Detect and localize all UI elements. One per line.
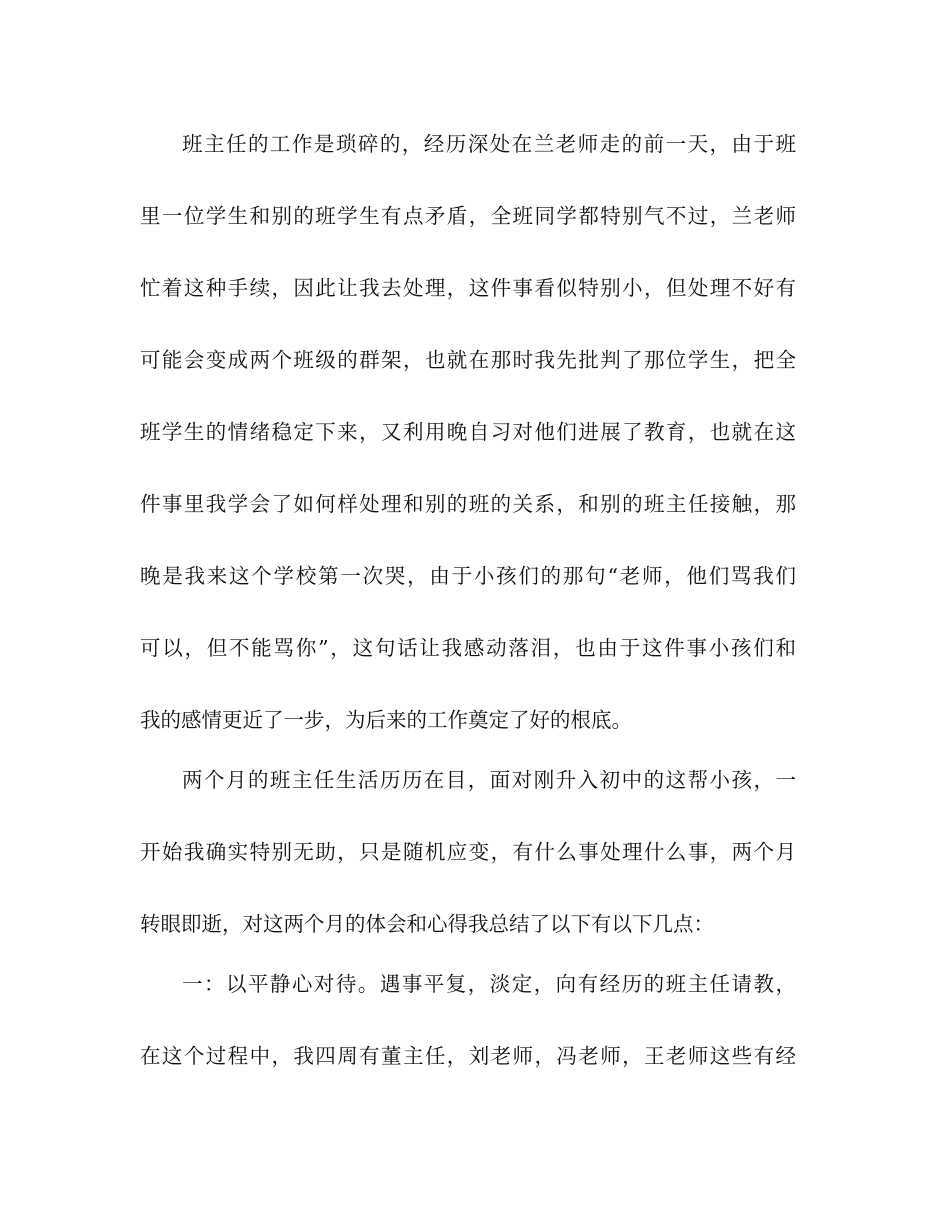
paragraph-line: 开始我确实特别无助，只是随机应变，有什么事处理什么事，两个月: [140, 840, 796, 864]
paragraph-line: 可能会变成两个班级的群架，也就在那时我先批判了那位学生，把全: [140, 348, 796, 372]
document-body: [140, 120, 796, 1104]
paragraph-line: 件事里我学会了如何样处理和别的班的关系，和别的班主任接触，那: [140, 492, 796, 516]
paragraph-2: [140, 756, 796, 960]
paragraph-line: 忙着这种手续，因此让我去处理，这件事看似特别小，但处理不好有: [140, 276, 796, 300]
paragraph-line: 在这个过程中，我四周有董主任，刘老师，冯老师，王老师这些有经: [140, 1044, 796, 1068]
paragraph-line: 班主任的工作是琐碎的，经历深处在兰老师走的前一天，由于班: [182, 132, 796, 156]
paragraph-line: 一：以平静心对待。遇事平复，淡定，向有经历的班主任请教，: [182, 972, 796, 996]
paragraph-line: 可以，但不能骂你”，这句话让我感动落泪，也由于这件事小孩们和: [140, 636, 796, 660]
paragraph-1: [140, 120, 796, 756]
paragraph-line: 两个月的班主任生活历历在目，面对刚升入初中的这帮小孩，一: [182, 768, 796, 792]
paragraph-line: 班学生的情绪稳定下来，又利用晚自习对他们进展了教育，也就在这: [140, 420, 796, 444]
paragraph-line: 转眼即逝，对这两个月的体会和心得我总结了以下有以下几点：: [140, 912, 714, 936]
paragraph-line: 晚是我来这个学校第一次哭，由于小孩们的那句“老师，他们骂我们: [140, 564, 796, 588]
paragraph-line: 我的感情更近了一步，为后来的工作奠定了好的根底。: [140, 708, 632, 732]
paragraph-line: 里一位学生和别的班学生有点矛盾，全班同学都特别气不过，兰老师: [140, 204, 796, 228]
paragraph-3: [140, 960, 796, 1104]
